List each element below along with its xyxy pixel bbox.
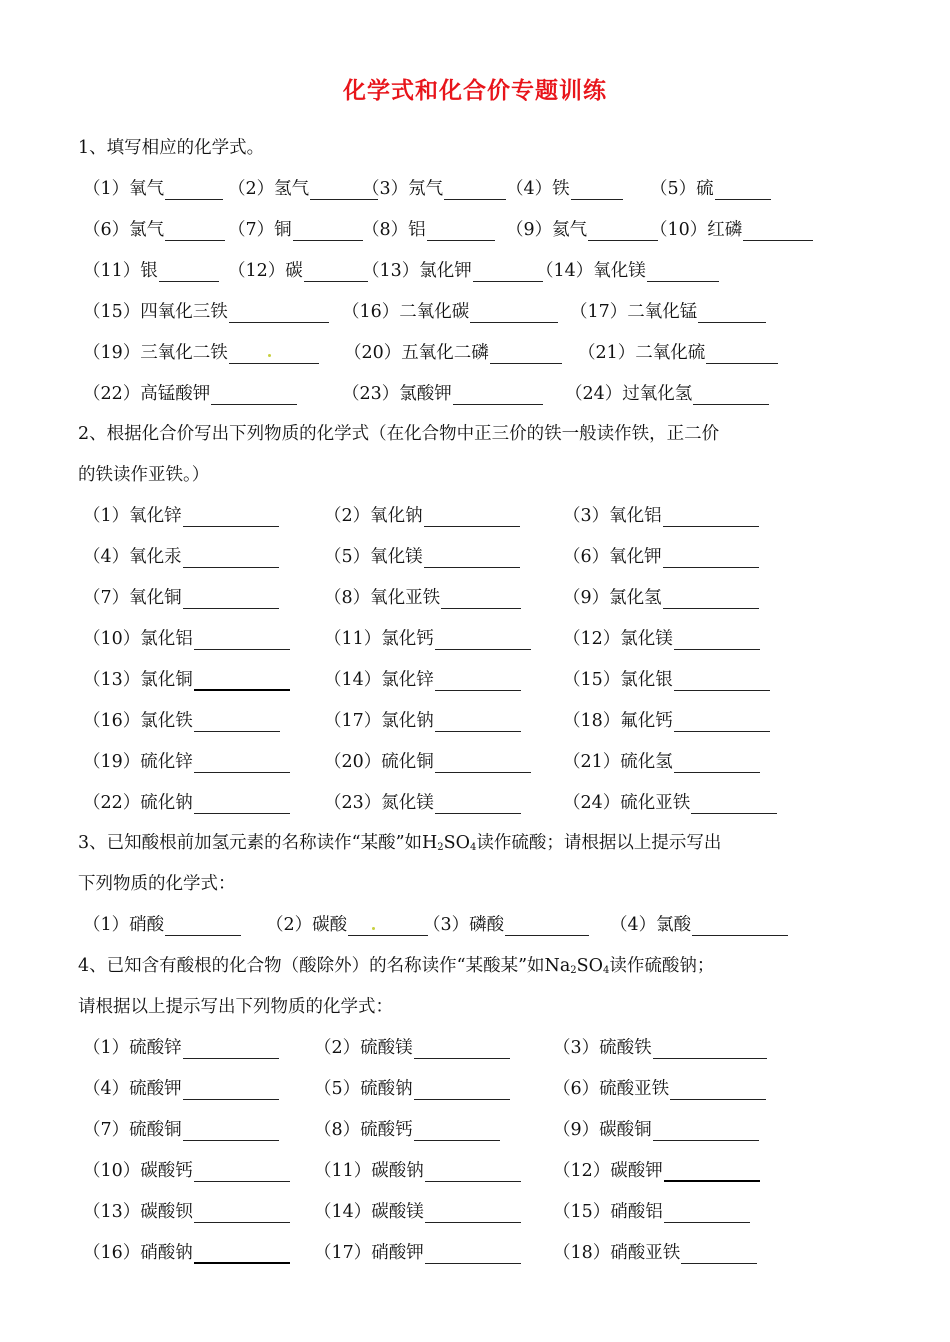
q3-prompt-text-a: 3、已知酸根前加氢元素的名称读作“某酸”如 (78, 833, 423, 853)
q2-item-label: （19）硫化锌 (83, 752, 193, 772)
answer-blank[interactable] (715, 182, 771, 200)
q1-item-label: （22）高锰酸钾 (83, 384, 211, 404)
q2-item (83, 707, 280, 732)
q4-item (83, 1034, 279, 1059)
q4-item-label: （2）硫酸镁 (314, 1038, 413, 1058)
q2-item (324, 543, 520, 568)
q2-item (83, 584, 279, 609)
q3-prompt-line2: 下列物质的化学式： (78, 874, 236, 894)
q4-item-label: （16）硝酸钠 (83, 1243, 193, 1263)
answer-blank[interactable] (670, 1082, 766, 1100)
q4-item (83, 1157, 290, 1182)
q4-item-label: （13）碳酸钡 (83, 1202, 193, 1222)
q2-item-label: （5）氧化镁 (324, 547, 423, 567)
q4-item (553, 1157, 760, 1182)
q4-item (553, 1116, 759, 1141)
q1-item-label: （3）氖气 (362, 179, 444, 199)
q2-item-label: （20）硫化铜 (324, 752, 434, 772)
q1-item-label: （6）氯气 (83, 220, 165, 240)
answer-blank[interactable] (693, 387, 769, 405)
q1-item-label: （16）二氧化碳 (342, 302, 470, 322)
q1-item (344, 339, 562, 364)
answer-blank[interactable] (473, 264, 543, 282)
answer-blank[interactable] (691, 796, 777, 814)
q2-item-label: （16）氯化铁 (83, 711, 193, 731)
q1-item (506, 216, 658, 241)
q2-item (324, 625, 531, 650)
q1-item-label: （12）碳 (228, 261, 303, 281)
answer-blank[interactable] (183, 1041, 279, 1059)
q4-item-label: （12）碳酸钾 (553, 1161, 663, 1181)
answer-blank[interactable] (743, 223, 813, 241)
q4-item (553, 1075, 766, 1100)
q4-item-label: （3）硫酸铁 (553, 1038, 652, 1058)
q3-item-label: （3）磷酸 (423, 915, 505, 935)
q2-item (324, 502, 520, 527)
answer-blank[interactable] (588, 223, 658, 241)
answer-blank[interactable] (470, 305, 558, 323)
q2-item-label: （14）氯化锌 (324, 670, 434, 690)
q2-item-label: （10）氯化铝 (83, 629, 193, 649)
q2-item-label: （11）氯化钙 (324, 629, 434, 649)
answer-blank[interactable] (425, 1164, 521, 1182)
q4-prompt-line1 (78, 952, 714, 977)
q4-prompt-text-a: 4、已知含有酸根的化合物（酸除外）的名称读作“某酸某”如 (78, 956, 545, 976)
q4-item-label: （18）硝酸亚铁 (553, 1243, 681, 1263)
answer-blank[interactable] (194, 714, 280, 732)
q2-item (83, 789, 290, 814)
answer-blank[interactable] (663, 550, 759, 568)
q4-item (83, 1116, 279, 1141)
q1-item (362, 216, 495, 241)
answer-blank[interactable] (414, 1041, 510, 1059)
q1-item-label: （2）氢气 (228, 179, 310, 199)
q1-item-label: （10）红磷 (650, 220, 743, 240)
q1-item-label: （11）银 (83, 261, 158, 281)
q1-item (83, 298, 329, 323)
q2-prompt-line1: 2、根据化合价写出下列物质的化学式（在化合物中正三价的铁一般读作铁，正二价 (78, 424, 720, 444)
answer-blank[interactable] (165, 918, 241, 936)
answer-blank[interactable] (653, 1041, 767, 1059)
q2-item-label: （17）氯化钠 (324, 711, 434, 731)
q4-formula-na: Na (544, 956, 571, 976)
q1-item-label: （1）氧气 (83, 179, 165, 199)
answer-blank[interactable] (490, 346, 562, 364)
q2-prompt-line2: 的铁读作亚铁。） (78, 465, 210, 485)
q4-item (314, 1198, 521, 1223)
q3-formula-so: SO (443, 833, 471, 853)
answer-blank[interactable] (435, 796, 521, 814)
q1-item (83, 257, 219, 282)
q2-item (83, 625, 290, 650)
q1-item (83, 175, 223, 200)
q1-item (362, 257, 543, 282)
q1-item-label: （24）过氧化氢 (565, 384, 693, 404)
q1-item-label: （17）二氧化锰 (570, 302, 698, 322)
q2-item (563, 625, 760, 650)
q2-item-label: （15）氯化银 (563, 670, 673, 690)
q4-formula-sub-4: 4 (603, 965, 610, 976)
answer-blank[interactable] (653, 1123, 759, 1141)
q4-item (314, 1075, 510, 1100)
q1-item (83, 216, 225, 241)
q2-item (83, 748, 290, 773)
q1-item (83, 380, 297, 405)
q2-item (83, 666, 290, 691)
q1-item (536, 257, 719, 282)
q2-item (563, 789, 777, 814)
answer-blank[interactable] (183, 509, 279, 527)
answer-blank[interactable] (681, 1246, 757, 1264)
answer-blank[interactable] (194, 1164, 290, 1182)
q2-item (563, 502, 759, 527)
q4-item-label: （9）碳酸铜 (553, 1120, 652, 1140)
q3-item-label: （2）碳酸 (266, 915, 348, 935)
q3-item (610, 911, 788, 936)
q1-item (342, 380, 543, 405)
q3-formula-sub-2: 2 (437, 842, 444, 853)
answer-blank[interactable] (194, 632, 290, 650)
q2-item (563, 584, 759, 609)
answer-blank[interactable] (663, 591, 759, 609)
q1-item-label: （15）四氧化三铁 (83, 302, 228, 322)
answer-blank[interactable] (414, 1123, 500, 1141)
q1-item-label: （5）硫 (650, 179, 714, 199)
q2-item-label: （1）氧化锌 (83, 506, 182, 526)
q4-prompt-line2: 请根据以上提示写出下列物质的化学式： (78, 997, 393, 1017)
answer-blank[interactable] (194, 796, 290, 814)
q1-item-label: （8）铝 (362, 220, 426, 240)
q4-item-label: （4）硫酸钾 (83, 1079, 182, 1099)
q3-item (423, 911, 589, 936)
q2-item-label: （22）硫化钠 (83, 793, 193, 813)
answer-blank[interactable] (183, 1123, 279, 1141)
q1-item (650, 175, 771, 200)
q3-item (266, 911, 428, 936)
answer-blank[interactable] (435, 632, 531, 650)
q2-item-label: （9）氯化氢 (563, 588, 662, 608)
q4-item-label: （7）硫酸铜 (83, 1120, 182, 1140)
q4-formula-so: SO (576, 956, 603, 976)
q4-item (314, 1116, 500, 1141)
answer-blank[interactable] (194, 1205, 290, 1223)
q4-prompt-text-b: 读作硫酸钠； (609, 956, 715, 976)
answer-blank[interactable] (698, 305, 766, 323)
answer-blank[interactable] (424, 550, 520, 568)
answer-blank[interactable] (425, 1246, 521, 1264)
answer-blank[interactable] (674, 755, 760, 773)
answer-blank[interactable] (674, 673, 770, 691)
answer-blank[interactable] (194, 1245, 290, 1264)
q4-item (553, 1239, 757, 1264)
answer-blank[interactable] (453, 387, 543, 405)
answer-blank[interactable] (674, 632, 760, 650)
q4-item-label: （5）硫酸钠 (314, 1079, 413, 1099)
answer-blank[interactable] (444, 182, 506, 200)
q1-item (570, 298, 766, 323)
q2-item-label: （24）硫化亚铁 (563, 793, 691, 813)
q2-item (324, 666, 521, 691)
q2-item (563, 707, 770, 732)
q4-item (314, 1239, 521, 1264)
answer-blank[interactable] (211, 387, 297, 405)
answer-blank[interactable] (414, 1082, 510, 1100)
q1-item (342, 298, 558, 323)
answer-blank[interactable] (293, 223, 363, 241)
page-title: 化学式和化合价专题训练 (343, 78, 607, 104)
q1-item (506, 175, 623, 200)
q2-item-label: （23）氮化镁 (324, 793, 434, 813)
q1-item-label: （20）五氧化二磷 (344, 343, 489, 363)
q4-item (553, 1198, 750, 1223)
q3-item (83, 911, 241, 936)
q1-item (228, 216, 363, 241)
q2-item-label: （21）硫化氢 (563, 752, 673, 772)
answer-blank[interactable] (571, 182, 623, 200)
answer-blank[interactable] (692, 918, 788, 936)
answer-blank[interactable] (183, 550, 279, 568)
q1-item-label: （23）氯酸钾 (342, 384, 452, 404)
q1-item-label: （7）铜 (228, 220, 292, 240)
q2-item (324, 707, 521, 732)
q4-item (314, 1034, 510, 1059)
q1-item-label: （19）三氧化二铁 (83, 343, 228, 363)
q1-item-label: （21）二氧化硫 (578, 343, 706, 363)
q2-item (324, 748, 531, 773)
answer-blank[interactable] (165, 223, 225, 241)
q4-item (83, 1198, 290, 1223)
q1-item (83, 339, 319, 364)
q4-item (83, 1075, 279, 1100)
answer-blank[interactable] (435, 714, 521, 732)
q2-item-label: （7）氧化铜 (83, 588, 182, 608)
q1-item (228, 257, 368, 282)
q3-formula-sub-4: 4 (470, 842, 477, 853)
q2-item-label: （13）氯化铜 (83, 670, 193, 690)
q4-item-label: （8）硫酸钙 (314, 1120, 413, 1140)
answer-blank[interactable] (165, 182, 223, 200)
answer-blank[interactable] (706, 346, 778, 364)
answer-blank[interactable] (229, 305, 329, 323)
answer-blank[interactable] (647, 264, 719, 282)
q2-item (563, 543, 759, 568)
q4-item-label: （17）硝酸钾 (314, 1243, 424, 1263)
q1-item-label: （4）铁 (506, 179, 570, 199)
q1-item (650, 216, 813, 241)
answer-blank[interactable] (183, 1082, 279, 1100)
q4-item-label: （6）硫酸亚铁 (553, 1079, 670, 1099)
q2-item-label: （3）氧化铝 (563, 506, 662, 526)
answer-blank[interactable] (435, 673, 521, 691)
answer-blank[interactable] (194, 755, 290, 773)
q3-formula-h: H (422, 833, 438, 853)
q3-item-label: （4）氯酸 (610, 915, 692, 935)
q4-item-label: （10）碳酸钙 (83, 1161, 193, 1181)
answer-blank[interactable] (229, 346, 319, 364)
q3-item-label: （1）硝酸 (83, 915, 165, 935)
q2-item (83, 543, 279, 568)
answer-blank[interactable] (304, 264, 368, 282)
q3-prompt-text-b: 读作硫酸；请根据以上提示写出 (476, 833, 722, 853)
q2-item (324, 584, 521, 609)
q1-item (565, 380, 769, 405)
q4-item (314, 1157, 521, 1182)
answer-blank[interactable] (664, 1163, 760, 1182)
answer-blank[interactable] (183, 591, 279, 609)
q1-item-label: （14）氧化镁 (536, 261, 646, 281)
answer-blank[interactable] (425, 1205, 521, 1223)
q2-item-label: （6）氧化钾 (563, 547, 662, 567)
answer-blank[interactable] (435, 755, 531, 773)
q2-item (563, 666, 770, 691)
q4-item-label: （15）硝酸铝 (553, 1202, 663, 1222)
answer-blank[interactable] (424, 509, 520, 527)
q4-item-label: （14）碳酸镁 (314, 1202, 424, 1222)
answer-blank[interactable] (663, 509, 759, 527)
answer-blank[interactable] (674, 714, 770, 732)
answer-blank[interactable] (427, 223, 495, 241)
q2-item (83, 502, 279, 527)
q4-formula-sub-2: 2 (570, 965, 577, 976)
q4-item-label: （1）硫酸锌 (83, 1038, 182, 1058)
answer-blank[interactable] (194, 672, 290, 691)
q1-item-label: （13）氯化钾 (362, 261, 472, 281)
q1-item (228, 175, 378, 200)
q4-item (83, 1239, 290, 1264)
q2-item (324, 789, 521, 814)
answer-blank[interactable] (441, 591, 521, 609)
answer-blank[interactable] (348, 918, 428, 936)
q4-item-label: （11）碳酸钠 (314, 1161, 424, 1181)
q1-item (362, 175, 506, 200)
q1-item-label: （9）氦气 (506, 220, 588, 240)
answer-blank[interactable] (505, 918, 589, 936)
answer-blank[interactable] (664, 1205, 750, 1223)
q1-item (578, 339, 778, 364)
q2-item-label: （2）氧化钠 (324, 506, 423, 526)
q2-item-label: （8）氧化亚铁 (324, 588, 441, 608)
q2-item (563, 748, 760, 773)
scan-speck (268, 354, 271, 357)
q2-item-label: （12）氯化镁 (563, 629, 673, 649)
scan-speck (372, 927, 375, 930)
q2-item-label: （18）氟化钙 (563, 711, 673, 731)
q1-prompt: 1、填写相应的化学式。 (78, 138, 265, 158)
q4-item (553, 1034, 767, 1059)
answer-blank[interactable] (159, 264, 219, 282)
q2-item-label: （4）氧化汞 (83, 547, 182, 567)
q3-prompt-line1 (78, 829, 721, 854)
